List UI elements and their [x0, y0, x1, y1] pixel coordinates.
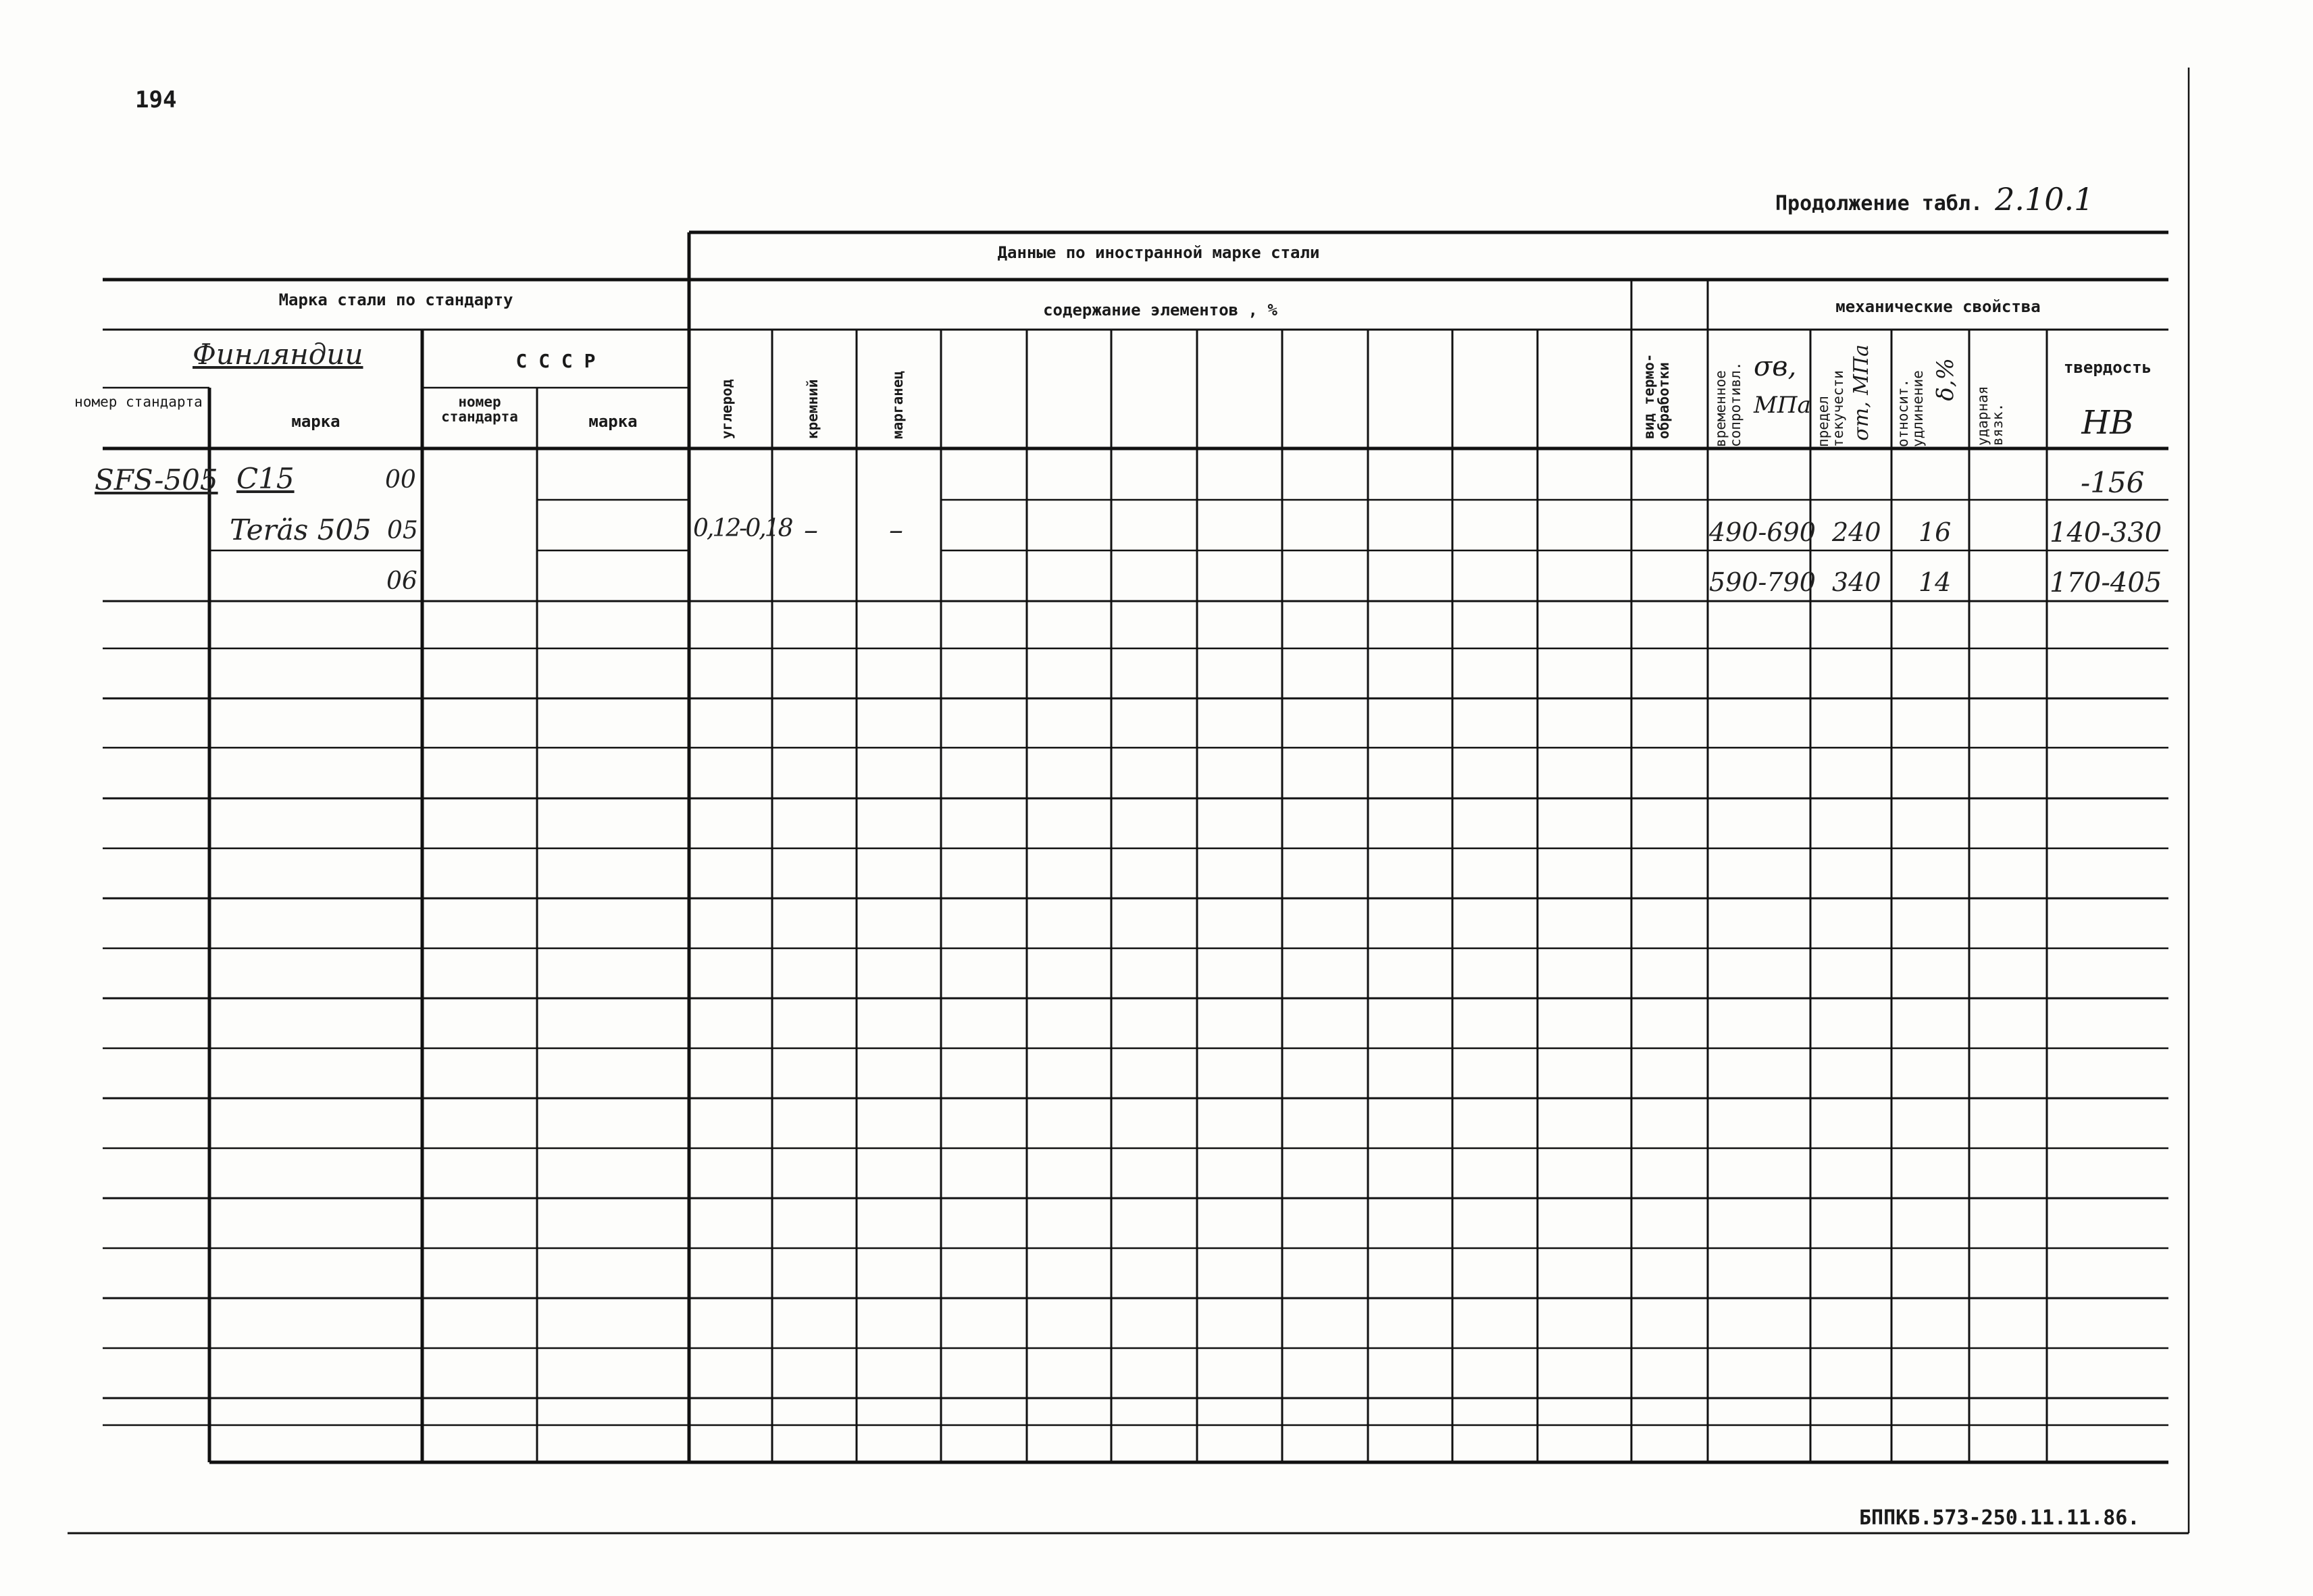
row2-manganese: –	[889, 513, 903, 546]
yield-strength-header: предел текучести	[1815, 370, 1846, 447]
elongation-header: относит. удлинение	[1895, 370, 1926, 447]
row2-hardness: 140-330	[2050, 517, 2162, 548]
table-number: 2.10.1	[1995, 181, 2094, 217]
row3-elongation: 14	[1918, 567, 1952, 597]
row2-carbon: 0,12-0,18	[693, 515, 792, 542]
page-number: 194	[135, 86, 177, 113]
elements-content-header: содержание элементов , %	[1043, 301, 1277, 319]
row3-hardness: 170-405	[2050, 567, 2162, 598]
grade-by-standard-header: Марка стали по стандарту	[278, 290, 513, 309]
row3-yield: 340	[1832, 567, 1881, 597]
manganese-header: марганец	[890, 370, 906, 439]
silicon-header: кремний	[805, 379, 821, 439]
row2-silicon: –	[804, 513, 818, 546]
heat-treatment-header: вид термо-обработки	[1641, 353, 1672, 439]
row3-suffix: 06	[386, 567, 417, 595]
row2-suffix: 05	[387, 517, 418, 544]
finland-header: Финляндии	[193, 338, 363, 371]
tensile-unit: МПа	[1754, 392, 1811, 419]
ussr-header: С С С Р	[515, 350, 596, 372]
yield-symbol: σт, МПа	[1850, 344, 1873, 441]
elongation-symbol: δ,%	[1932, 358, 1959, 401]
document-code: БППКБ.573-250.11.11.86.	[1859, 1506, 2140, 1530]
row1-hardness: -156	[2081, 466, 2145, 499]
ussr-grade-header: марка	[588, 412, 638, 431]
row3-tensile: 590-790	[1709, 567, 1816, 597]
continuation-text: Продолжение табл.	[1775, 192, 1983, 215]
ussr-standard-number-header: номер стандарта	[441, 394, 518, 425]
fin-standard-number-header: номер стандарта	[74, 394, 203, 410]
row2-yield: 240	[1832, 517, 1881, 547]
row2-fin-grade: Teräs 505	[230, 513, 372, 546]
tensile-symbol: σв,	[1754, 351, 1797, 382]
row1-suffix: 00	[385, 466, 416, 494]
tensile-strength-header: временное сопротивл.	[1712, 361, 1744, 447]
foreign-data-header: Данные по иностранной марке стали	[997, 243, 1320, 262]
row1-fin-grade: C15	[236, 462, 295, 495]
fin-grade-header: марка	[291, 412, 340, 431]
carbon-header: углерод	[719, 379, 735, 439]
impact-header: ударная вязк.	[1975, 386, 2006, 446]
hardness-unit: НВ	[2081, 404, 2134, 442]
row2-elongation: 16	[1918, 517, 1952, 547]
mechanical-properties-header: механические свойства	[1835, 297, 2041, 316]
row1-fin-standard: SFS-505	[95, 463, 218, 496]
row2-tensile: 490-690	[1709, 517, 1816, 547]
hardness-header: твердость	[2063, 358, 2152, 377]
